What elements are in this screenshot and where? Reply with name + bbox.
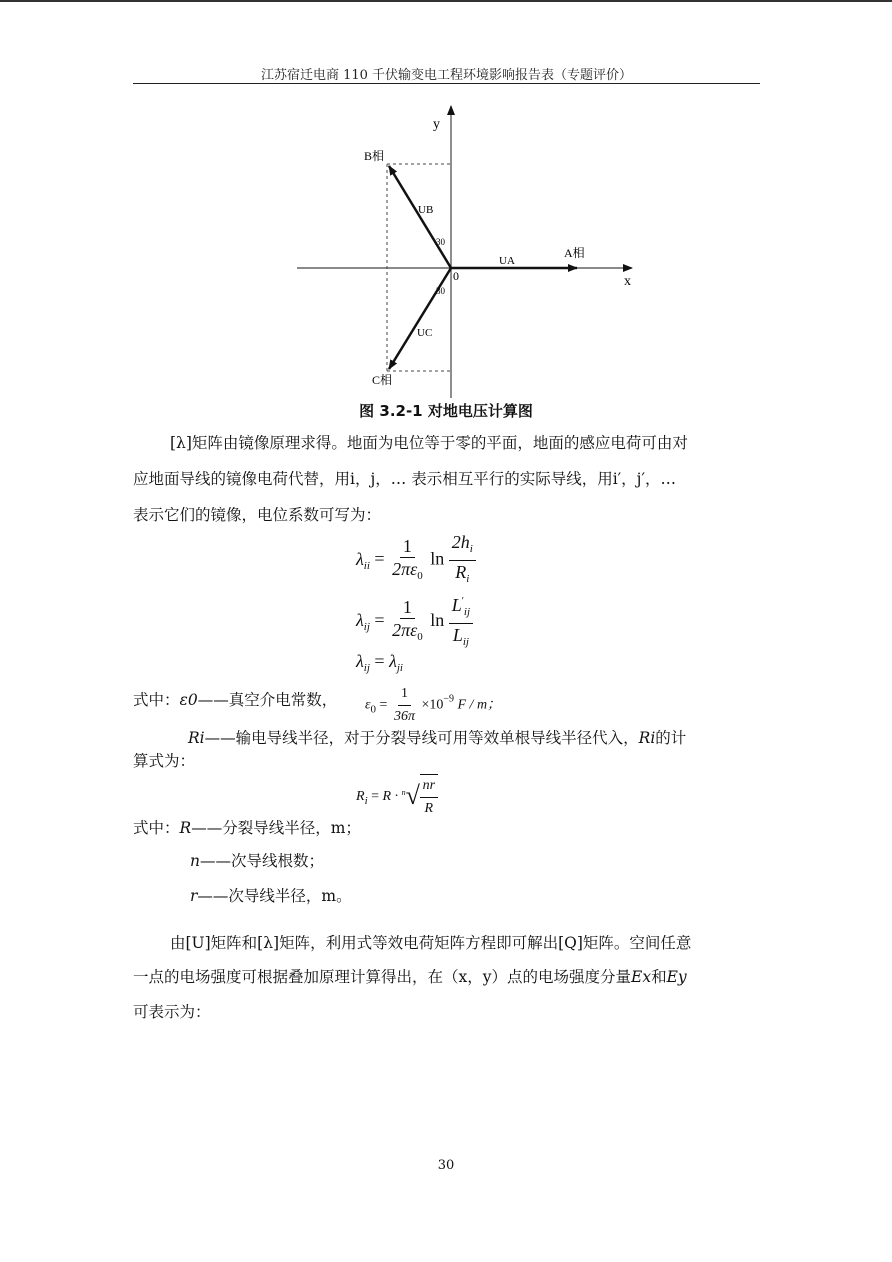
eq1-fraction: $\frac{1}{2\pi\varepsilon_0}$ — [392, 535, 423, 582]
ri-line2: 算式为： — [133, 752, 196, 770]
equation-lambda-symmetry: $\lambda_{ij} = \lambda_{ji}$ — [356, 651, 403, 674]
n-definition: n——次导线根数； — [190, 852, 324, 870]
x-axis-label: x — [624, 274, 631, 289]
ri-definition: Ri——输电导线半径，对于分裂导线可用等效单根导线半径代入，Ri的计 — [188, 729, 687, 747]
eq1-ratio: $\frac{2h_i}{R_i}$ — [449, 531, 476, 590]
vector-uc — [389, 268, 451, 369]
eq2-lhs: $\lambda_{ij}$ — [356, 610, 370, 634]
equation-epsilon: $\varepsilon_0$ = $\frac{1}{36\pi}$ $\times 10^{-9}$ F / m； — [365, 683, 501, 728]
equation-lambda-ij: $\lambda_{ij}$ = $\frac{1}{2\pi\varepsilon_0}$ ln $\frac{L'_{ij}}{L_{ij}}$ — [356, 591, 473, 653]
uc-label: UC — [417, 327, 433, 339]
equation-lambda-ii — [356, 531, 476, 590]
para2-line3: 可表示为： — [133, 1003, 211, 1021]
para1-line3: 表示它们的镜像，电位系数可写为： — [133, 506, 382, 524]
eq2-fraction: $\frac{1}{2\pi\varepsilon_0}$ — [392, 597, 423, 643]
angle-top-label: 30 — [436, 237, 445, 247]
phase-c-label: C相 — [372, 373, 393, 387]
page-header: 江苏宿迁电商 110 千伏输变电工程环境影响报告表（专题评价） — [260, 68, 633, 83]
r-small-definition: r——次导线半径，m。 — [190, 887, 352, 905]
eq1-ln: ln — [430, 548, 445, 569]
page-number: 30 — [437, 1158, 455, 1173]
equation-ri: $R_i = R$ · n √ $\frac{nr}{R}$ — [356, 774, 438, 820]
angle-bottom-label: 30 — [436, 286, 445, 296]
ub-label: UB — [418, 204, 434, 216]
voltage-vector-diagram — [0, 0, 892, 400]
figure-caption: 图 3.2-1 对地电压计算图 — [359, 402, 533, 420]
phase-b-label: B相 — [364, 149, 385, 163]
para2-line2: 一点的电场强度可根据叠加原理计算得出，在（x，y）点的电场强度分量Ex和Ey — [133, 968, 687, 986]
origin-label: 0 — [453, 269, 459, 283]
phase-a-label: A相 — [564, 246, 585, 260]
para2-line1: 由[U]矩阵和[λ]矩阵，利用式等效电荷矩阵方程即可解出[Q]矩阵。空间任意 — [170, 934, 692, 952]
eq2-ratio: $\frac{L'_{ij}}{L_{ij}}$ — [449, 591, 473, 653]
eq1-equals: = — [374, 548, 385, 569]
eq1-lhs: $\lambda_{ii}$ — [356, 548, 370, 572]
r-definition: 式中：R——分裂导线半径，m； — [133, 819, 361, 837]
y-axis-label: y — [433, 117, 440, 132]
epsilon-definition: 式中：ε0——真空介电常数， — [133, 691, 338, 709]
para1-line2: 应地面导线的镜像电荷代替，用i，j，… 表示相互平行的实际导线，用i′，j′，… — [133, 470, 676, 488]
vector-ub — [389, 166, 451, 268]
para1-line1: [λ]矩阵由镜像原理求得。地面为电位等于零的平面，地面的感应电荷可由对 — [170, 434, 688, 452]
ua-label: UA — [499, 255, 515, 267]
